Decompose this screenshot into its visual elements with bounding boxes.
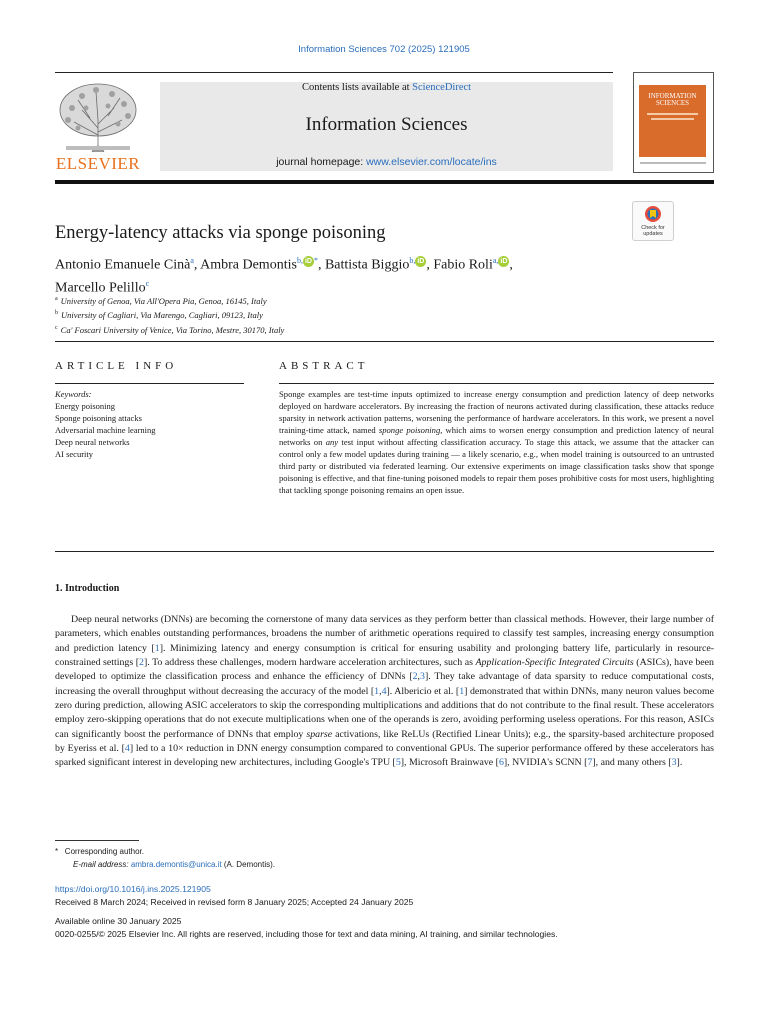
section-rule <box>55 341 714 342</box>
affiliation-mark: c <box>55 324 58 331</box>
affiliation-mark: a <box>55 296 58 302</box>
citation-link[interactable]: 4 <box>124 743 130 755</box>
cover-footer-line <box>640 162 706 164</box>
keyword-item: AI security <box>55 449 94 459</box>
introduction-heading: 1. Introduction <box>55 583 120 594</box>
header-bottom-rule <box>55 180 714 184</box>
journal-cover-thumbnail[interactable] <box>633 72 714 173</box>
elsevier-wordmark: ELSEVIER <box>55 154 141 173</box>
section-rule <box>55 551 714 552</box>
check-updates-icon <box>644 205 662 223</box>
journal-title: Information Sciences <box>305 114 468 135</box>
publication-info <box>55 883 558 940</box>
abstract-emphasis: any <box>325 436 339 447</box>
email-label: E-mail address: <box>73 859 129 869</box>
author-name[interactable]: Battista Biggio <box>324 257 410 273</box>
contents-line <box>160 82 613 93</box>
affiliation-item <box>55 322 284 336</box>
author-name[interactable]: Antonio Emanuele Cinà <box>55 257 191 273</box>
article-info-rule <box>55 383 244 384</box>
article-info-heading: ARTICLE INFO <box>55 360 178 372</box>
citation-link[interactable]: 3 <box>671 757 677 769</box>
cover-art <box>639 85 706 157</box>
author-affil-mark[interactable]: c <box>145 278 150 288</box>
orcid-icon[interactable]: iD <box>417 258 425 265</box>
email-suffix: (A. Demontis). <box>221 859 275 869</box>
received-dates: Received 8 March 2024; Received in revised form 8 January 2025; Accepted 24 January 2025 <box>55 896 414 907</box>
author-affil-mark[interactable]: a, <box>492 256 499 265</box>
author-name[interactable]: Marcello Pelillo <box>55 280 146 296</box>
citation-link[interactable]: 1 <box>459 685 465 697</box>
abstract-rule <box>279 383 714 384</box>
header-top-rule <box>55 72 613 73</box>
contents-prefix: Contents lists available at <box>301 82 413 93</box>
cover-line <box>647 113 698 115</box>
corresponding-label: Corresponding author. <box>64 847 144 856</box>
footnote-mark: * <box>55 847 59 856</box>
keywords-block <box>55 388 156 460</box>
affiliation-item <box>55 307 284 321</box>
doi-link[interactable]: https://doi.org/10.1016/j.ins.2025.121905 <box>55 884 211 894</box>
affiliation-text: Ca' Foscari University of Venice, Via Torino, Mestre, 30170, Italy <box>60 324 285 335</box>
journal-banner <box>160 82 613 171</box>
affiliation-text: University of Cagliari, Via Marengo, Cagliari, 09123, Italy <box>61 310 263 321</box>
citation-link[interactable]: 4 <box>381 685 387 697</box>
email-link[interactable]: ambra.demontis@unica.it <box>130 859 222 869</box>
author-name[interactable]: Fabio Roli <box>433 257 493 273</box>
abstract-text: Sponge examples are test-time inputs optimized to increase energy consumption and prediction latency of deep networks deployed on hardware accelerators. By increasing the fraction of neurons activated during classification, these attacks reduce sparsity in network activation patterns, worsening the performance of hardware accelerators. In this work, we present a novel training-time attack, named sponge poisoning, which aims to worsen energy consumption and prediction latency of neural networks on any test input without affecting classification accuracy. To stage this attack, we assume that the attacker can control only a few model updates during training — a likely scenario, e.g., when model training is outsourced to an untrusted third party or distributed via federated learning. Our extensive experiments on image classification tasks show that sponge poisoning is effective, and that fine-tuning poisoned models to repair them poses prohibitive costs for most users, highlighting that tackling sponge poisoning remains an open issue. <box>279 389 714 495</box>
keywords-label: Keywords: <box>55 389 92 399</box>
citation-link[interactable]: 5 <box>395 757 401 769</box>
email-footnote <box>55 859 275 872</box>
sciencedirect-link[interactable]: ScienceDirect <box>412 82 472 93</box>
keyword-item: Adversarial machine learning <box>55 425 156 435</box>
article-title: Energy-latency attacks via sponge poisoning <box>55 223 386 243</box>
introduction-paragraph: Deep neural networks (DNNs) are becoming the cornerstone of many data services as they perform better than classical methods. However, their large number of parameters, which enables outstanding performances, broadens the number of arithmetic operations required to classify test samples, increasing energy consumption and prediction latency [1]. Minimizing latency and energy consumption is critical for ensuring usability and prolonging battery life, particularly in resource-constrained settings [2]. To address these challenges, modern hardware acceleration architectures, such as Application-Specific Integrated Circuits (ASICs), have been developed to optimize the classification process and enhance the efficiency of DNNs [2,3]. They take advantage of data sparsity to reduce computational costs, increasing the overall throughput without decreasing the accuracy of the model [1,4]. Albericio et al. [1] demonstrated that within DNNs, many neuron values become zero during prediction, allowing ASIC accelerators to skip the corresponding multiplications and additions that do not contribute to the final result. These accelerators employ zero-skipping operations that do not execute multiplications when one of the operands is zero, avoiding performing useless operations. For this reason, ASICs can significantly boost the performance of DNNs that employ sparse activations, like ReLUs (Rectified Linear Units); e.g., the sparsity-based architecture proposed by Eyeriss et al. [4] led to a 10× reduction in DNN energy consumption compared to conventional GPUs. The superior performance offered by these accelerators has sparked significant interest in developing new architectures, including Google's TPU [5], Microsoft Brainwave [6], NVIDIA's SCNN [7], and many others [3]. <box>55 614 715 769</box>
author-affil-mark[interactable]: a <box>190 256 194 265</box>
cover-title: INFORMATION SCIENCES <box>648 92 697 107</box>
affiliation-item <box>55 293 284 307</box>
citation-link[interactable]: 2 <box>139 657 144 669</box>
author-affil-mark[interactable]: b, <box>296 256 303 265</box>
author-list: Antonio Emanuele Cinà$^a$, Ambra Demontis$^{b,}$ iD *, Battista Biggio$^{b,}$ iD , Fabio Roli$^{a,}$ iD , Marcello Pelillo$^c$ <box>55 256 513 296</box>
citation-link[interactable]: 7 <box>587 757 593 769</box>
check-for-updates-badge[interactable] <box>632 201 674 241</box>
corresponding-mark[interactable]: * <box>313 256 318 265</box>
keyword-item: Energy poisoning <box>55 401 116 411</box>
citation-link[interactable]: 2 <box>412 671 418 683</box>
citation-link[interactable]: 1 <box>374 685 380 697</box>
intro-emphasis: sparse <box>306 728 333 740</box>
corresponding-footnote <box>55 846 275 859</box>
available-online: Available online 30 January 2025 <box>55 916 182 926</box>
footnote <box>55 846 275 871</box>
homepage-link[interactable]: www.elsevier.com/locate/ins <box>366 156 497 168</box>
citation-link[interactable]: 6 <box>498 757 504 769</box>
abstract-heading: ABSTRACT <box>279 360 369 372</box>
citation-link[interactable]: 3 <box>420 671 425 683</box>
affiliation-text: University of Genoa, Via All'Opera Pia, Genoa, 16145, Italy <box>60 295 267 306</box>
journal-reference[interactable]: Information Sciences 702 (2025) 121905 <box>298 44 470 55</box>
keyword-item: Sponge poisoning attacks <box>55 413 142 423</box>
abstract-emphasis: sponge poisoning <box>378 424 441 435</box>
keyword-item: Deep neural networks <box>55 437 130 447</box>
homepage-line <box>160 156 613 168</box>
footnote-rule <box>55 840 139 841</box>
author-affil-mark[interactable]: b, <box>409 256 416 265</box>
author-name[interactable]: Ambra Demontis <box>200 257 297 273</box>
affiliation-mark: b <box>55 310 58 317</box>
copyright-notice: 0020-0255/© 2025 Elsevier Inc. All rights are reserved, including those for text and data mining, AI training, and similar technologies. <box>55 928 558 939</box>
orcid-icon[interactable]: iD <box>304 258 312 265</box>
intro-emphasis: Application-Specific Integrated Circuits <box>475 657 634 669</box>
cover-line <box>651 118 694 120</box>
affiliations <box>55 293 284 336</box>
homepage-prefix: journal homepage: <box>276 156 367 168</box>
check-updates-label: Check for updates <box>641 225 665 237</box>
citation-link[interactable]: 1 <box>154 642 160 654</box>
orcid-icon[interactable]: iD <box>500 258 508 265</box>
